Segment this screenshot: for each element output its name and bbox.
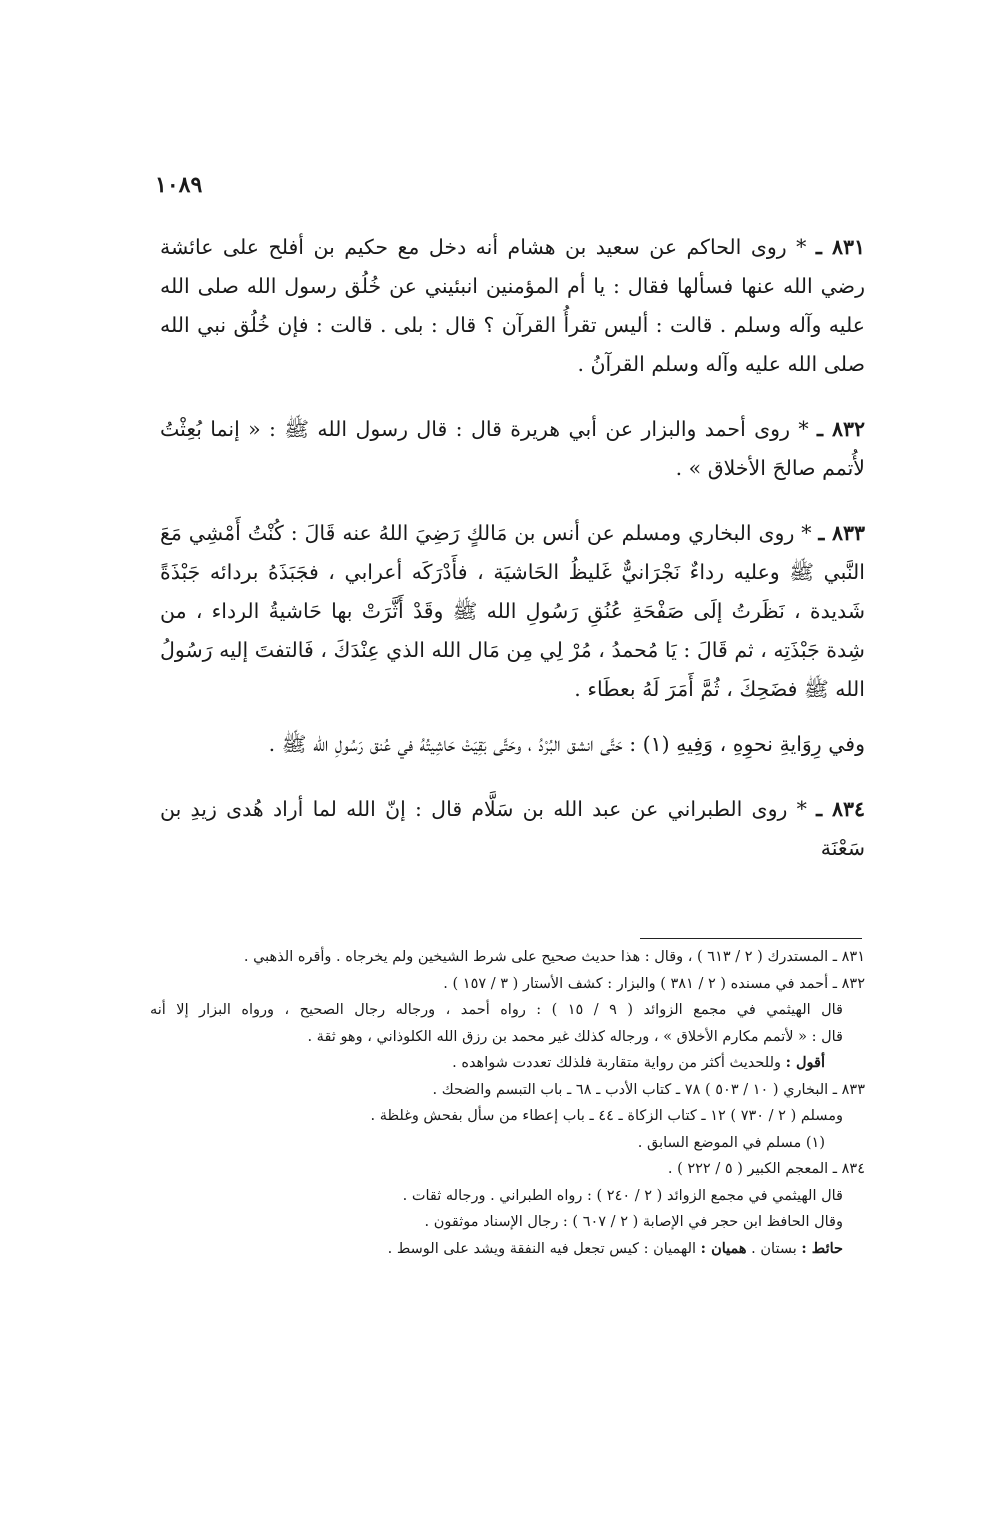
main-text xyxy=(160,228,865,894)
footnote-text: الهميان : كيس تجعل فيه النفقة ويشد على الوسط . xyxy=(387,1240,697,1257)
hadith-number: ٨٣٣ ـ xyxy=(818,521,865,545)
footnote-line: قال : « لأتمم مكارم الأخلاق » ، ورجاله كذلك غير محمد بن رزق الله الكلوذاني ، وهو ثقة . xyxy=(307,1028,843,1045)
footnote-line: ٨٣١ ـ المستدرك ( ٢ / ٦١٣ ) ، وقال : هذا حديث صحيح على شرط الشيخين ولم يخرجاه . وأقره الذهبي . xyxy=(243,949,865,965)
footnotes xyxy=(150,944,865,1262)
footnote-line: وقال الحافظ ابن حجر في الإصابة ( ٢ / ٦٠٧ ) : رجال الإسناد موثقون . xyxy=(424,1214,843,1230)
footnote-line: قال الهيثمي في مجمع الزوائد ( ٩ / ١٥ ) : رواه أحمد ، ورجاله رجال الصحيح ، ورواه البزار إلا أنه xyxy=(150,1002,843,1018)
hadith-number: ٨٣٤ ـ xyxy=(816,797,865,821)
footnote-line: ٨٣٤ ـ المعجم الكبير ( ٥ / ٢٢٢ ) . xyxy=(667,1161,865,1177)
footnote-line xyxy=(150,1236,865,1263)
footnote-text: وللحديث أكثر من رواية متقاربة فلذلك تعددت شواهده . xyxy=(452,1055,781,1071)
paragraph-text: * روى أحمد والبزار عن أبي هريرة قال : قال رسول الله ﷺ : « إنما بُعِثْتُ لأُتمم صالحَ الأخلاق » . xyxy=(160,417,865,480)
footnote-divider xyxy=(640,938,862,939)
paragraph-text: وفي رِوَايةِ نحوِهِ ، وَفِيهِ (١) : حَتَّى انشق البُرْدُ ، وحَتَّى بَقِيَتْ حَاشِيتُهُ في عُنق رَسُولِ الله ﷺ . xyxy=(268,732,865,756)
footnote-label: أقول : xyxy=(785,1054,825,1071)
paragraph-833 xyxy=(160,514,865,709)
footnote-label: حائط : xyxy=(801,1239,843,1257)
footnote-label: هميان : xyxy=(700,1239,747,1257)
footnote-line: (١) مسلم في الموضع السابق . xyxy=(637,1134,825,1151)
hadith-number: ٨٣٢ ـ xyxy=(816,417,865,441)
footnote-line: ومسلم ( ٢ / ٧٣٠ ) ١٢ ـ كتاب الزكاة ـ ٤٤ ـ باب إعطاء من سأل بفحش وغلظة . xyxy=(370,1108,843,1124)
paragraph-text: * روى الحاكم عن سعيد بن هشام أنه دخل مع حكيم بن أفلح على عائشة رضي الله عنها فسألها فقال : يا أم المؤمنين انبئيني عن خُلُق رسول الله صلى الله عليه وآله وسلم . قالت : أليس تقرأُ القرآن ؟ قال : بلى . قالت : فإن خُلُق نبي الله صلى الله عليه وآله وسلم القرآنُ . xyxy=(160,235,865,376)
footnote-line: ٨٣٢ ـ أحمد في مسنده ( ٢ / ٣٨١ ) والبزار : كشف الأستار ( ٣ / ١٥٧ ) . xyxy=(443,975,865,992)
paragraph-833-variant xyxy=(160,725,865,764)
hadith-number: ٨٣١ ـ xyxy=(815,235,865,259)
paragraph-text: * روى الطبراني عن عبد الله بن سَلَّام قال : إنّ الله لما أراد هُدى زيدِ بن سَعْنَة xyxy=(160,797,865,860)
footnote-line: قال الهيثمي في مجمع الزوائد ( ٢ / ٢٤٠ ) : رواه الطبراني . ورجاله ثقات . xyxy=(402,1187,843,1204)
paragraph-831 xyxy=(160,228,865,384)
paragraph-834 xyxy=(160,790,865,868)
footnote-text: بستان . xyxy=(751,1240,797,1257)
paragraph-text: * روى البخاري ومسلم عن أنس بن مَالكٍ رَضِيَ اللهُ عنه قَالَ : كُنْتُ أَمْشِي مَعَ النَّبي ﷺ وعليه رداءٌ نَجْرَانيٌّ غَليظُ الحَاشيَة ، فأَدْرَكَه أعرابي ، فجَبَذَهُ بردائه جَبْذَةً شَديدة ، نَظَرتُ إلَى صَفْحَةِ عُنُقِ رَسُولِ الله ﷺ وقَدْ أَثَّرَتْ بها حَاشيةُ الرداء ، من شِدة جَبْذَتِه ، ثم قَالَ : يَا مُحمدُ ، مُرْ لِي مِن مَال الله الذي عِنْدَكَ ، فَالتفتَ إليه رَسُولُ الله ﷺ فضَحِكَ ، ثُمَّ أَمَرَ لَهُ بعطَاء . xyxy=(160,521,865,701)
footnote-line: ٨٣٣ ـ البخاري ( ١٠ / ٥٠٣ ) ٧٨ ـ كتاب الأدب ـ ٦٨ ـ باب التبسم والضحك . xyxy=(432,1081,865,1098)
page-number: ١٠٨٩ xyxy=(155,172,203,198)
paragraph-832 xyxy=(160,410,865,488)
footnote-line xyxy=(150,1050,865,1077)
